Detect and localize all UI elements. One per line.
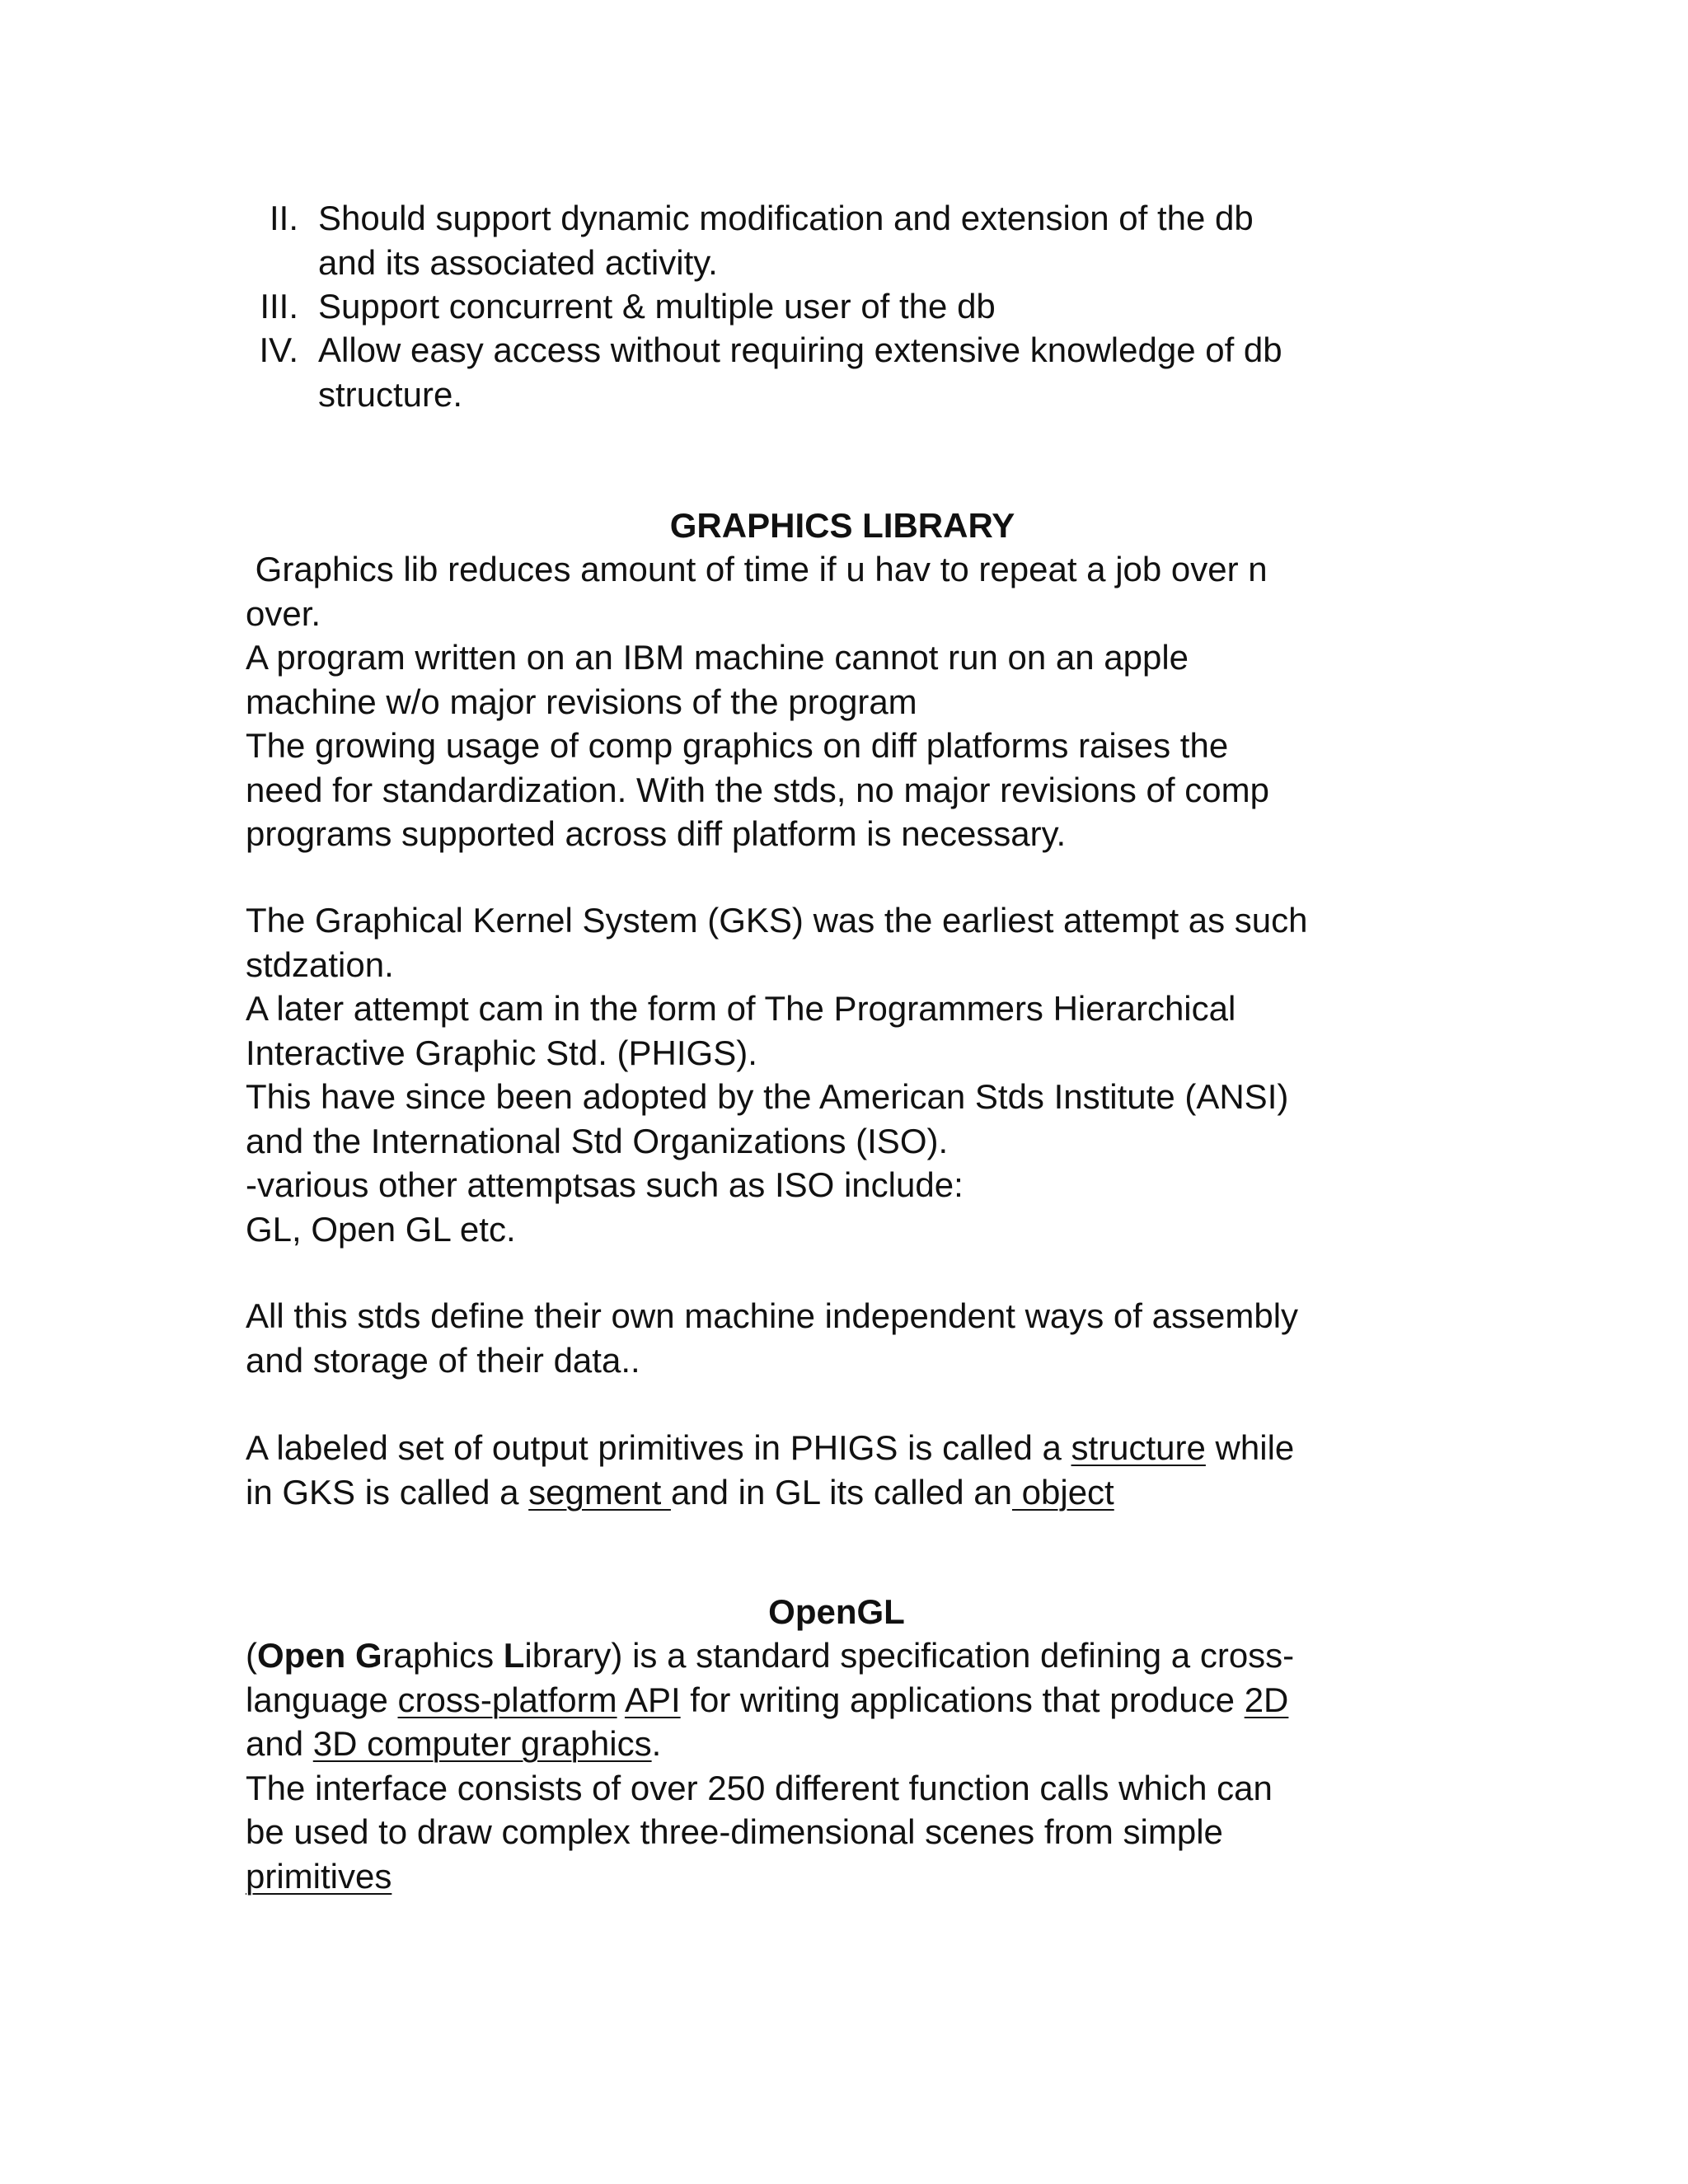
list-item-text: and its associated activity. xyxy=(318,242,718,282)
paragraph-line: GL, Open GL etc. xyxy=(246,1209,516,1249)
paragraph-line: This have since been adopted by the American Stds Institute (ANSI) xyxy=(246,1077,1289,1116)
link-segment[interactable]: segment xyxy=(528,1472,671,1511)
paragraph-line: All this stds define their own machine independent ways of assembly xyxy=(246,1296,1299,1335)
link-primitives[interactable]: primitives xyxy=(246,1856,392,1896)
section-heading-opengl: OpenGL xyxy=(768,1592,905,1631)
paragraph-line: need for standardization. With the stds, no major revisions of comp xyxy=(246,770,1269,809)
paragraph-line: stdzation. xyxy=(246,944,394,984)
list-item-text: Allow easy access without requiring extensive knowledge of db xyxy=(318,330,1282,369)
link-api[interactable]: API xyxy=(624,1680,681,1719)
paragraph-line: The growing usage of comp graphics on diff platforms raises the xyxy=(246,726,1229,765)
paragraph-line: The interface consists of over 250 different function calls which can xyxy=(246,1768,1273,1807)
list-item-text: Should support dynamic modification and extension of the db xyxy=(318,199,1254,237)
paragraph-line: (Open Graphics Library) is a standard specification defining a cross- xyxy=(246,1636,1295,1675)
link-structure[interactable]: structure xyxy=(1071,1428,1206,1467)
section-heading-graphics-library: GRAPHICS LIBRARY xyxy=(669,506,1015,545)
paragraph-line xyxy=(246,1854,1465,1899)
paragraph-line: A labeled set of output primitives in PHIGS is called a structure while xyxy=(246,1428,1295,1467)
list-numeral: II. xyxy=(269,199,298,237)
paragraph-line: be used to draw complex three-dimensional scenes from simple xyxy=(246,1812,1223,1851)
paragraph xyxy=(246,547,1465,856)
paragraph-line: over. xyxy=(246,593,321,633)
paragraph-line: A program written on an IBM machine cannot run on an apple xyxy=(246,638,1189,677)
list-numeral: III. xyxy=(260,287,298,326)
paragraph xyxy=(246,1294,1465,1382)
paragraph-line: A later attempt cam in the form of The Programmers Hierarchical xyxy=(246,989,1236,1028)
paragraph-line: and storage of their data.. xyxy=(246,1340,640,1380)
paragraph xyxy=(246,1426,1465,1514)
paragraph-line: and 3D computer graphics. xyxy=(246,1724,662,1763)
list-numeral: IV. xyxy=(259,330,298,369)
link-cross-platform[interactable]: cross-platform xyxy=(397,1680,617,1719)
link-object[interactable]: object xyxy=(1011,1472,1114,1511)
paragraph xyxy=(246,1633,1465,1898)
link-2d[interactable]: 2D xyxy=(1244,1680,1289,1719)
list-item-text: Support concurrent & multiple user of the db xyxy=(318,287,996,326)
link-3d-computer-graphics[interactable]: 3D computer graphics xyxy=(312,1724,652,1763)
paragraph-line: Graphics lib reduces amount of time if u hav to repeat a job over n xyxy=(246,550,1268,588)
paragraph-line: The Graphical Kernel System (GKS) was the earliest attempt as such xyxy=(246,901,1308,940)
paragraph xyxy=(246,898,1465,1251)
list-item-text: structure. xyxy=(318,374,463,414)
paragraph-line: language cross-platform API for writing applications that produce 2D xyxy=(246,1680,1289,1719)
paragraph-line: -various other attemptsas such as ISO include: xyxy=(246,1165,964,1204)
paragraph-line: machine w/o major revisions of the program xyxy=(246,682,917,721)
paragraph-line: and the International Std Organizations (ISO). xyxy=(246,1121,949,1160)
paragraph-line: Interactive Graphic Std. (PHIGS). xyxy=(246,1033,757,1072)
paragraph-line: programs supported across diff platform is necessary. xyxy=(246,814,1067,853)
paragraph-line: in GKS is called a segment and in GL its called an object xyxy=(246,1472,1114,1511)
